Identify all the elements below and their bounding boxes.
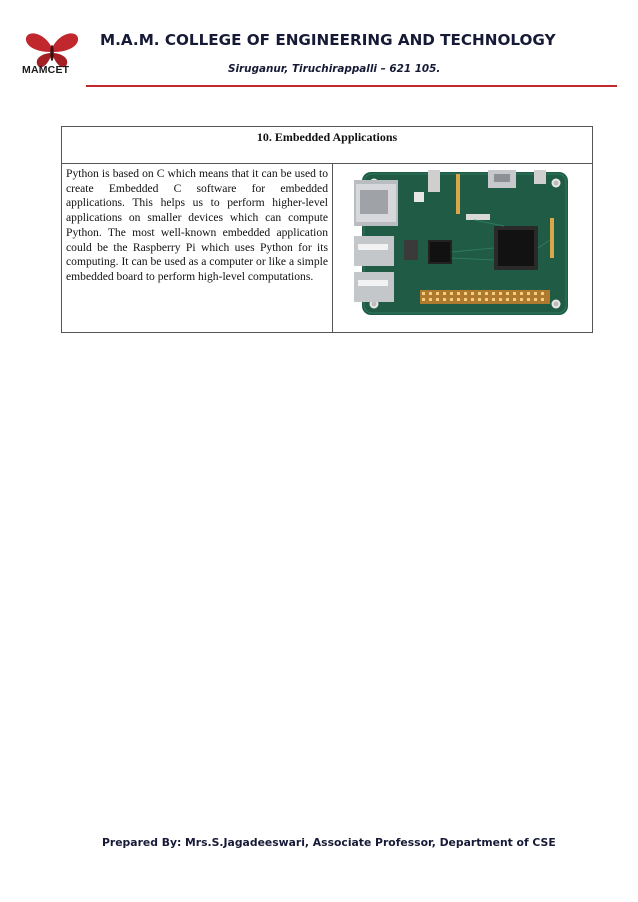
college-name: M.A.M. COLLEGE OF ENGINEERING AND TECHNOLOGY <box>100 31 556 49</box>
section-title: 10. Embedded Applications <box>62 127 593 164</box>
raspberry-pi-board-image <box>354 170 572 320</box>
logo-wordmark: MAMCET <box>22 64 70 76</box>
content-table <box>61 126 593 333</box>
board-image-cell <box>333 164 593 333</box>
header-divider <box>86 85 617 87</box>
section-body: Python is based on C which means that it can be used to create Embedded C software for embedded applications. This helps us to perform higher-level applications on smaller devices which can compute Python. The most well-known embedded application could be the Raspberry Pi which uses Python for its computing. It can be used as a computer or like a simple embedded board to perform high-level computations. <box>62 164 333 333</box>
college-address: Siruganur, Tiruchirappalli – 621 105. <box>228 63 441 75</box>
prepared-by-footer: Prepared By: Mrs.S.Jagadeeswari, Associate Professor, Department of CSE <box>102 836 556 849</box>
